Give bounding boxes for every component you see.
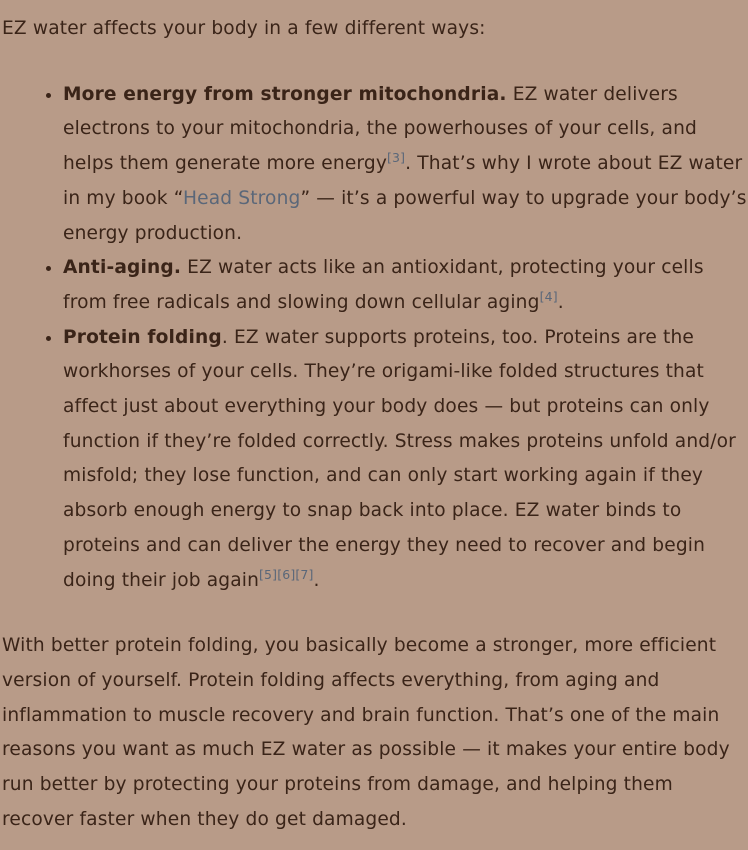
list-item-text: . EZ water supports proteins, too. Proteins are the workhorses of your cells. They’re origami-like folded structures that affect just about everything your body does — but proteins can only function if they’re folded correctly. Stress makes proteins unfold and/or misfold; they lose function, and can only start working again if they absorb enough energy to snap back into place. EZ water binds to proteins and can deliver the energy they need to recover and begin doing their job again [63,326,736,591]
outro-paragraph: With better protein folding, you basically become a stronger, more efficient version of yourself. Protein folding affects everything, from aging and inflammation to muscle recovery and brain function. That’s one of the main reasons you want as much EZ water as possible — it makes your entire body run better by protecting your proteins from damage, and helping them recover faster when they do get damaged. [2,635,730,830]
intro-paragraph: EZ water affects your body in a few different ways: [2,18,486,39]
benefits-list [2,78,748,599]
list-item-text: . [557,291,564,313]
list-item-mitochondria [63,78,748,252]
head-strong-link[interactable]: Head Strong [182,187,301,209]
citation-link[interactable]: [3] [387,149,406,165]
list-item-text: . [313,569,320,591]
citation-link[interactable]: [6] [277,566,296,582]
list-item-text: EZ water delivers electrons to your mitochondria, the powerhouses of your cells, and helps them generate more energy [63,83,697,175]
list-item-protein-folding [63,321,748,599]
list-item-text: . That’s why I wrote about EZ water in my book “ [63,153,743,209]
list-item-anti-aging [63,251,748,320]
list-item-text: ” — it’s a powerful way to upgrade your body’s energy production. [63,187,747,244]
citation-link[interactable]: [4] [539,288,558,304]
article-body [2,12,748,837]
list-item-text: EZ water acts like an antioxidant, protecting your cells from free radicals and slowing down cellular aging [63,257,704,313]
citation-link[interactable]: [5] [259,566,278,582]
list-item-heading: Protein folding [63,326,222,348]
citation-link[interactable]: [7] [295,566,314,582]
list-item-heading: More energy from stronger mitochondria. [63,83,507,105]
citation [259,566,314,581]
citation [387,150,405,165]
citation [540,289,558,304]
list-item-heading: Anti-aging. [63,257,182,279]
